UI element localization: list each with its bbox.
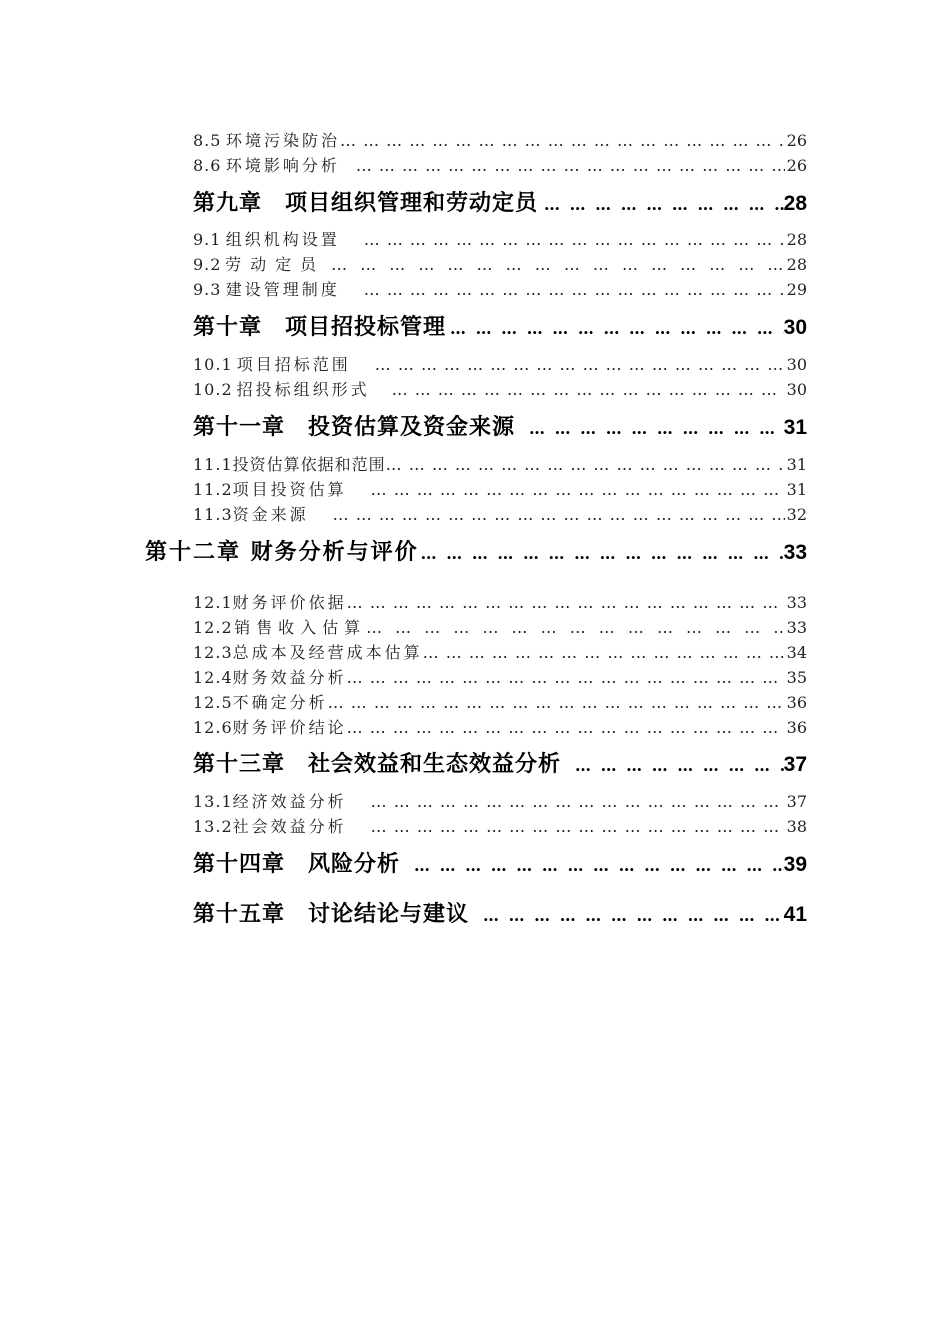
section-number: 12.6 [193, 718, 233, 737]
toc-entry-8-6[interactable] [193, 153, 807, 175]
toc-chapter-9[interactable] [193, 186, 807, 216]
section-title: 建设管理制度 [225, 280, 340, 299]
page-number: 28 [786, 230, 807, 249]
toc-entry-11-3[interactable] [193, 502, 807, 524]
dot-leader [370, 380, 785, 399]
toc-entry-12-1[interactable] [193, 590, 807, 612]
dot-leader [347, 792, 785, 811]
section-number: 12.5 [193, 693, 233, 712]
section-title: 财务评价依据 [232, 593, 347, 612]
toc-entry-13-2[interactable] [193, 814, 807, 836]
toc-entry-12-5[interactable] [193, 690, 807, 712]
dot-leader [419, 544, 784, 563]
section-title: 项目投资估算 [232, 480, 347, 499]
chapter-title: 第十四章 风险分析 [193, 851, 401, 877]
dot-leader [386, 455, 785, 474]
section-title: 招投标组织形式 [236, 380, 370, 399]
section-number: 12.3 [193, 643, 233, 662]
dot-leader [347, 668, 785, 687]
chapter-title: 第十三章 社会效益和生态效益分析 [193, 751, 562, 777]
toc-chapter-12[interactable] [145, 535, 807, 565]
section-title: 劳动定员 [225, 255, 326, 274]
toc-entry-12-3[interactable] [193, 640, 807, 662]
dot-leader [366, 618, 785, 637]
chapter-title: 第十五章 讨论结论与建议 [193, 901, 470, 927]
section-number: 12.4 [193, 668, 233, 687]
toc-entry-9-1[interactable] [193, 227, 807, 249]
toc-entry-9-3[interactable] [193, 277, 807, 299]
page-number: 26 [786, 131, 807, 150]
toc-entry-12-6[interactable] [193, 715, 807, 737]
section-number: 11.3 [193, 505, 233, 524]
dot-leader [340, 230, 785, 249]
page-number: 38 [786, 817, 807, 836]
page-number: 41 [783, 903, 807, 926]
section-number: 12.1 [193, 593, 233, 612]
section-number: 9.2 [193, 255, 222, 274]
chapter-title: 第十一章 投资估算及资金来源 [193, 414, 516, 440]
chapter-title: 第十章 项目招投标管理 [193, 314, 447, 340]
page-number: 36 [786, 718, 807, 737]
toc-chapter-15[interactable] [193, 897, 807, 927]
page-number: 36 [786, 693, 807, 712]
page-number: 26 [786, 156, 807, 175]
page-number: 33 [783, 541, 807, 564]
toc-chapter-13[interactable] [193, 747, 807, 777]
dot-leader [446, 319, 784, 338]
toc-entry-12-4[interactable] [193, 665, 807, 687]
section-number: 10.2 [193, 380, 233, 399]
dot-leader [347, 480, 785, 499]
toc-entry-11-2[interactable] [193, 477, 807, 499]
section-title: 环境污染防治 [225, 131, 340, 150]
dot-leader [325, 255, 785, 274]
dot-leader [328, 693, 785, 712]
chapter-title: 第十二章 财务分析与评价 [145, 539, 419, 565]
dot-leader [351, 355, 785, 374]
dot-leader [469, 906, 784, 925]
page-number: 30 [786, 355, 807, 374]
page-number: 35 [786, 668, 807, 687]
dot-leader [515, 419, 784, 438]
page-number: 28 [783, 192, 807, 215]
page-number: 29 [786, 280, 807, 299]
page-number: 37 [783, 753, 807, 776]
page-number: 31 [786, 455, 807, 474]
section-number: 9.3 [193, 280, 222, 299]
toc-entry-10-2[interactable] [193, 377, 807, 399]
dot-leader [347, 817, 785, 836]
page-number: 31 [786, 480, 807, 499]
dot-leader [400, 856, 784, 875]
section-title: 环境影响分析 [225, 156, 340, 175]
dot-leader [340, 280, 785, 299]
section-number: 10.1 [193, 355, 233, 374]
toc-entry-12-2[interactable] [193, 615, 807, 637]
section-title: 经济效益分析 [232, 792, 347, 811]
dot-leader [340, 131, 785, 150]
dot-leader [340, 156, 785, 175]
dot-leader [309, 505, 785, 524]
page-number: 37 [786, 792, 807, 811]
toc-chapter-10[interactable] [193, 310, 807, 340]
page-number: 33 [786, 618, 807, 637]
page-number: 34 [786, 643, 807, 662]
section-title: 项目招标范围 [236, 355, 351, 374]
section-title: 社会效益分析 [232, 817, 347, 836]
section-title: 组织机构设置 [225, 230, 340, 249]
section-title: 财务效益分析 [232, 668, 347, 687]
section-number: 8.5 [193, 131, 222, 150]
page-number: 32 [786, 505, 807, 524]
section-title: 销售收入估算 [234, 618, 367, 637]
section-number: 9.1 [193, 230, 222, 249]
section-title: 投资估算依据和范围 [232, 455, 386, 474]
page-number: 33 [786, 593, 807, 612]
dot-leader [347, 718, 785, 737]
section-number: 11.2 [193, 480, 233, 499]
toc-chapter-14[interactable] [193, 847, 807, 877]
page-number: 28 [786, 255, 807, 274]
section-number: 11.1 [193, 455, 233, 474]
page-number: 39 [783, 853, 807, 876]
section-title: 总成本及经营成本估算 [232, 643, 423, 662]
toc-entry-8-5[interactable] [193, 128, 807, 150]
section-number: 13.1 [193, 792, 233, 811]
toc-entry-13-1[interactable] [193, 789, 807, 811]
page-number: 30 [786, 380, 807, 399]
section-title: 资金来源 [232, 505, 309, 524]
page-number: 31 [783, 416, 807, 439]
section-title: 财务评价结论 [232, 718, 347, 737]
toc-chapter-11[interactable] [193, 410, 807, 440]
dot-leader [423, 643, 785, 662]
page-number: 30 [783, 316, 807, 339]
chapter-title: 第九章 项目组织管理和劳动定员 [193, 190, 539, 216]
toc-entry-10-1[interactable] [193, 352, 807, 374]
toc-entry-11-1[interactable] [193, 452, 807, 474]
section-number: 8.6 [193, 156, 222, 175]
section-number: 13.2 [193, 817, 233, 836]
dot-leader [561, 756, 784, 775]
section-title: 不确定分析 [232, 693, 328, 712]
dot-leader [347, 593, 785, 612]
section-number: 12.2 [193, 618, 233, 637]
dot-leader [538, 195, 784, 214]
toc-entry-9-2[interactable] [193, 252, 807, 274]
